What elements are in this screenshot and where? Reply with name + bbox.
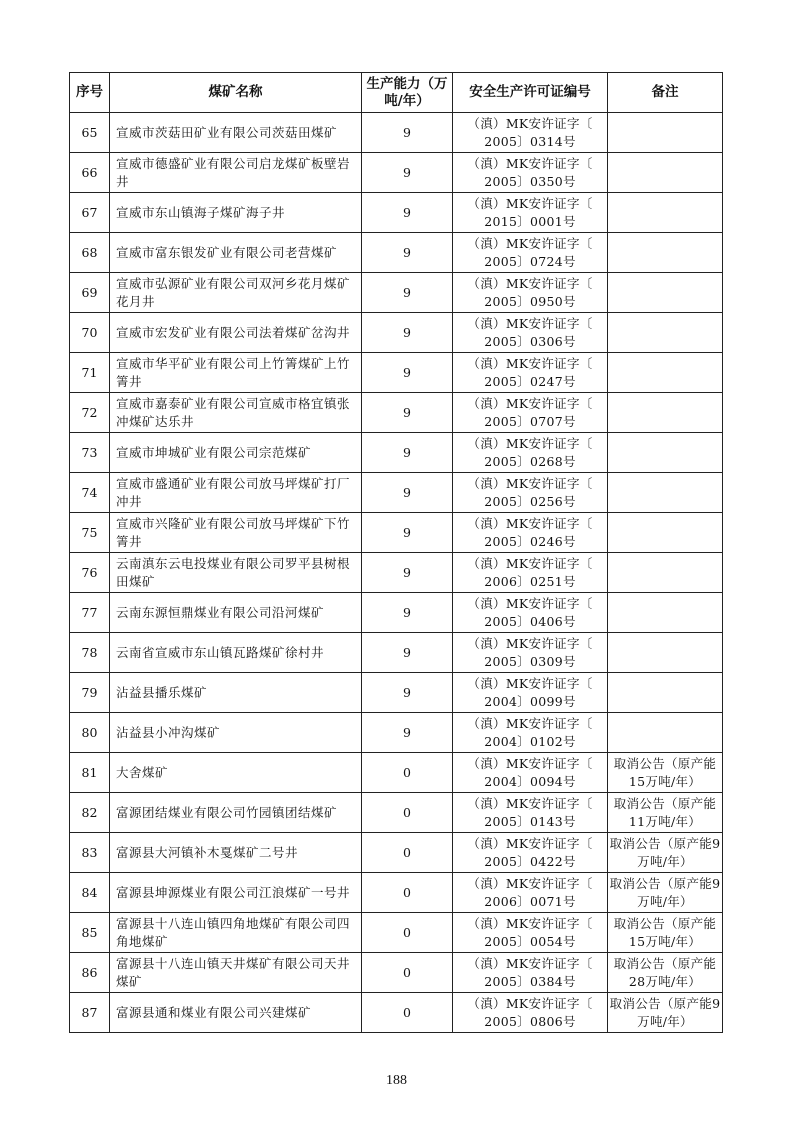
header-remarks: 备注 [608, 73, 723, 113]
mine-name-cell: 宣威市宏发矿业有限公司法着煤矿岔沟井 [110, 313, 362, 353]
remarks-cell [608, 553, 723, 593]
remarks-cell [608, 353, 723, 393]
license-line-1: （滇）MK安许证字〔 [467, 275, 593, 291]
license-line-2: 2005〕0384号 [484, 973, 576, 989]
serial-number-cell: 83 [70, 833, 110, 873]
serial-number-cell: 68 [70, 233, 110, 273]
mine-name-cell: 宣威市弘源矿业有限公司双河乡花月煤矿花月井 [110, 273, 362, 313]
serial-number-cell: 72 [70, 393, 110, 433]
table-row [70, 993, 723, 1033]
license-line-2: 2005〕0314号 [484, 133, 576, 149]
table-row [70, 873, 723, 913]
table-row [70, 393, 723, 433]
capacity-cell: 0 [362, 833, 453, 873]
serial-number-cell: 77 [70, 593, 110, 633]
license-line-2: 2006〕0251号 [484, 573, 576, 589]
license-line-2: 2005〕0350号 [484, 173, 576, 189]
mine-name-cell: 富源县坤源煤业有限公司江浪煤矿一号井 [110, 873, 362, 913]
remarks-cell [608, 673, 723, 713]
mine-name-cell: 云南省宣威市东山镇瓦路煤矿徐村井 [110, 633, 362, 673]
license-line-1: （滇）MK安许证字〔 [467, 995, 593, 1011]
remarks-cell: 取消公告（原产能9万吨/年） [608, 833, 723, 873]
license-number-cell [453, 553, 608, 593]
header-mine-name: 煤矿名称 [110, 73, 362, 113]
license-line-1: （滇）MK安许证字〔 [467, 555, 593, 571]
table-row [70, 593, 723, 633]
capacity-cell: 9 [362, 553, 453, 593]
header-license-number: 安全生产许可证编号 [453, 73, 608, 113]
license-line-2: 2005〕0309号 [484, 653, 576, 669]
capacity-cell: 0 [362, 873, 453, 913]
serial-number-cell: 73 [70, 433, 110, 473]
license-line-2: 2005〕0806号 [484, 1013, 576, 1029]
table-row [70, 633, 723, 673]
capacity-cell: 0 [362, 793, 453, 833]
page-number: 188 [386, 1073, 407, 1088]
license-line-2: 2005〕0054号 [484, 933, 576, 949]
license-number-cell [453, 473, 608, 513]
table-row [70, 553, 723, 593]
capacity-cell: 9 [362, 713, 453, 753]
capacity-cell: 9 [362, 313, 453, 353]
capacity-cell: 9 [362, 273, 453, 313]
license-line-2: 2005〕0422号 [484, 853, 576, 869]
table-row [70, 513, 723, 553]
remarks-cell: 取消公告（原产能28万吨/年） [608, 953, 723, 993]
remarks-cell [608, 393, 723, 433]
mine-name-cell: 富源县十八连山镇四角地煤矿有限公司四角地煤矿 [110, 913, 362, 953]
license-number-cell [453, 953, 608, 993]
license-number-cell [453, 433, 608, 473]
serial-number-cell: 80 [70, 713, 110, 753]
table-row [70, 793, 723, 833]
table-row [70, 713, 723, 753]
table-row [70, 233, 723, 273]
mine-name-cell: 宣威市坤城矿业有限公司宗范煤矿 [110, 433, 362, 473]
license-number-cell [453, 993, 608, 1033]
license-line-2: 2005〕0707号 [484, 413, 576, 429]
serial-number-cell: 69 [70, 273, 110, 313]
table-row [70, 473, 723, 513]
license-number-cell [453, 273, 608, 313]
remarks-cell: 取消公告（原产能15万吨/年） [608, 753, 723, 793]
mine-name-cell: 富源县通和煤业有限公司兴建煤矿 [110, 993, 362, 1033]
mine-name-cell: 宣威市兴隆矿业有限公司放马坪煤矿下竹箐井 [110, 513, 362, 553]
remarks-cell: 取消公告（原产能11万吨/年） [608, 793, 723, 833]
license-line-2: 2005〕0724号 [484, 253, 576, 269]
table-row [70, 113, 723, 153]
table-row [70, 273, 723, 313]
capacity-cell: 9 [362, 353, 453, 393]
license-number-cell [453, 873, 608, 913]
remarks-cell [608, 513, 723, 553]
mine-name-cell: 宣威市富东银发矿业有限公司老营煤矿 [110, 233, 362, 273]
mine-name-cell: 富源县十八连山镇天井煤矿有限公司天井煤矿 [110, 953, 362, 993]
license-number-cell [453, 353, 608, 393]
mine-name-cell: 沾益县播乐煤矿 [110, 673, 362, 713]
table-row [70, 833, 723, 873]
capacity-cell: 9 [362, 113, 453, 153]
license-line-1: （滇）MK安许证字〔 [467, 515, 593, 531]
license-line-2: 2005〕0247号 [484, 373, 576, 389]
header-serial-number: 序号 [70, 73, 110, 113]
table-row [70, 913, 723, 953]
serial-number-cell: 70 [70, 313, 110, 353]
license-line-1: （滇）MK安许证字〔 [467, 195, 593, 211]
table-row [70, 433, 723, 473]
capacity-cell: 9 [362, 673, 453, 713]
remarks-cell: 取消公告（原产能9万吨/年） [608, 873, 723, 913]
license-line-1: （滇）MK安许证字〔 [467, 235, 593, 251]
mine-name-cell: 云南滇东云电投煤业有限公司罗平县树根田煤矿 [110, 553, 362, 593]
license-line-1: （滇）MK安许证字〔 [467, 635, 593, 651]
mine-name-cell: 富源团结煤业有限公司竹园镇团结煤矿 [110, 793, 362, 833]
mine-name-cell: 宣威市德盛矿业有限公司启龙煤矿板壁岩井 [110, 153, 362, 193]
coal-mine-table [69, 72, 723, 1033]
capacity-cell: 9 [362, 513, 453, 553]
serial-number-cell: 67 [70, 193, 110, 233]
license-number-cell [453, 833, 608, 873]
license-number-cell [453, 753, 608, 793]
license-line-2: 2015〕0001号 [484, 213, 576, 229]
license-line-2: 2005〕0256号 [484, 493, 576, 509]
table-row [70, 153, 723, 193]
license-number-cell [453, 673, 608, 713]
license-line-1: （滇）MK安许证字〔 [467, 795, 593, 811]
capacity-cell: 9 [362, 233, 453, 273]
remarks-cell [608, 433, 723, 473]
table-row [70, 193, 723, 233]
serial-number-cell: 85 [70, 913, 110, 953]
license-line-1: （滇）MK安许证字〔 [467, 355, 593, 371]
serial-number-cell: 79 [70, 673, 110, 713]
header-capacity: 生产能力（万吨/年） [362, 73, 453, 113]
capacity-cell: 9 [362, 433, 453, 473]
capacity-cell: 9 [362, 153, 453, 193]
license-line-2: 2004〕0099号 [484, 693, 576, 709]
license-line-1: （滇）MK安许证字〔 [467, 475, 593, 491]
license-line-1: （滇）MK安许证字〔 [467, 395, 593, 411]
remarks-cell [608, 273, 723, 313]
license-number-cell [453, 153, 608, 193]
mine-name-cell: 宣威市嘉泰矿业有限公司宣威市格宜镇张冲煤矿达乐井 [110, 393, 362, 433]
serial-number-cell: 65 [70, 113, 110, 153]
license-line-1: （滇）MK安许证字〔 [467, 595, 593, 611]
capacity-cell: 9 [362, 473, 453, 513]
table-body [70, 113, 723, 1033]
capacity-cell: 9 [362, 593, 453, 633]
remarks-cell: 取消公告（原产能15万吨/年） [608, 913, 723, 953]
mine-name-cell: 宣威市盛通矿业有限公司放马坪煤矿打厂冲井 [110, 473, 362, 513]
table-row [70, 353, 723, 393]
license-line-1: （滇）MK安许证字〔 [467, 955, 593, 971]
license-number-cell [453, 913, 608, 953]
license-line-2: 2005〕0143号 [484, 813, 576, 829]
license-number-cell [453, 793, 608, 833]
serial-number-cell: 78 [70, 633, 110, 673]
capacity-cell: 0 [362, 753, 453, 793]
table-row [70, 753, 723, 793]
remarks-cell [608, 473, 723, 513]
remarks-cell: 取消公告（原产能9万吨/年） [608, 993, 723, 1033]
serial-number-cell: 82 [70, 793, 110, 833]
table-row [70, 673, 723, 713]
serial-number-cell: 75 [70, 513, 110, 553]
remarks-cell [608, 113, 723, 153]
capacity-cell: 9 [362, 193, 453, 233]
license-line-1: （滇）MK安许证字〔 [467, 875, 593, 891]
serial-number-cell: 84 [70, 873, 110, 913]
table-row [70, 953, 723, 993]
remarks-cell [608, 153, 723, 193]
serial-number-cell: 81 [70, 753, 110, 793]
remarks-cell [608, 713, 723, 753]
capacity-cell: 0 [362, 993, 453, 1033]
remarks-cell [608, 633, 723, 673]
mine-name-cell: 宣威市东山镇海子煤矿海子井 [110, 193, 362, 233]
license-line-1: （滇）MK安许证字〔 [467, 155, 593, 171]
remarks-cell [608, 313, 723, 353]
license-line-1: （滇）MK安许证字〔 [467, 755, 593, 771]
license-line-2: 2005〕0406号 [484, 613, 576, 629]
license-line-1: （滇）MK安许证字〔 [467, 435, 593, 451]
capacity-cell: 9 [362, 633, 453, 673]
license-line-1: （滇）MK安许证字〔 [467, 835, 593, 851]
serial-number-cell: 66 [70, 153, 110, 193]
license-number-cell [453, 713, 608, 753]
serial-number-cell: 74 [70, 473, 110, 513]
serial-number-cell: 87 [70, 993, 110, 1033]
license-number-cell [453, 233, 608, 273]
capacity-cell: 9 [362, 393, 453, 433]
license-line-1: （滇）MK安许证字〔 [467, 715, 593, 731]
license-number-cell [453, 633, 608, 673]
mine-name-cell: 宣威市茨菇田矿业有限公司茨菇田煤矿 [110, 113, 362, 153]
license-line-2: 2005〕0268号 [484, 453, 576, 469]
capacity-cell: 0 [362, 953, 453, 993]
serial-number-cell: 76 [70, 553, 110, 593]
mine-name-cell: 宣威市华平矿业有限公司上竹箐煤矿上竹箐井 [110, 353, 362, 393]
table-header-row [70, 73, 723, 113]
license-line-2: 2005〕0306号 [484, 333, 576, 349]
remarks-cell [608, 233, 723, 273]
license-number-cell [453, 513, 608, 553]
capacity-cell: 0 [362, 913, 453, 953]
license-line-1: （滇）MK安许证字〔 [467, 315, 593, 331]
license-line-2: 2004〕0102号 [484, 733, 576, 749]
license-line-2: 2005〕0246号 [484, 533, 576, 549]
remarks-cell [608, 593, 723, 633]
license-number-cell [453, 593, 608, 633]
license-line-1: （滇）MK安许证字〔 [467, 115, 593, 131]
mine-name-cell: 沾益县小冲沟煤矿 [110, 713, 362, 753]
table-row [70, 313, 723, 353]
license-number-cell [453, 113, 608, 153]
license-line-2: 2005〕0950号 [484, 293, 576, 309]
serial-number-cell: 71 [70, 353, 110, 393]
license-number-cell [453, 393, 608, 433]
license-line-2: 2004〕0094号 [484, 773, 576, 789]
mine-name-cell: 云南东源恒鼎煤业有限公司沿河煤矿 [110, 593, 362, 633]
mine-name-cell: 大舍煤矿 [110, 753, 362, 793]
remarks-cell [608, 193, 723, 233]
license-line-1: （滇）MK安许证字〔 [467, 675, 593, 691]
license-line-2: 2006〕0071号 [484, 893, 576, 909]
mine-name-cell: 富源县大河镇补木戛煤矿二号井 [110, 833, 362, 873]
license-number-cell [453, 193, 608, 233]
license-line-1: （滇）MK安许证字〔 [467, 915, 593, 931]
license-number-cell [453, 313, 608, 353]
serial-number-cell: 86 [70, 953, 110, 993]
